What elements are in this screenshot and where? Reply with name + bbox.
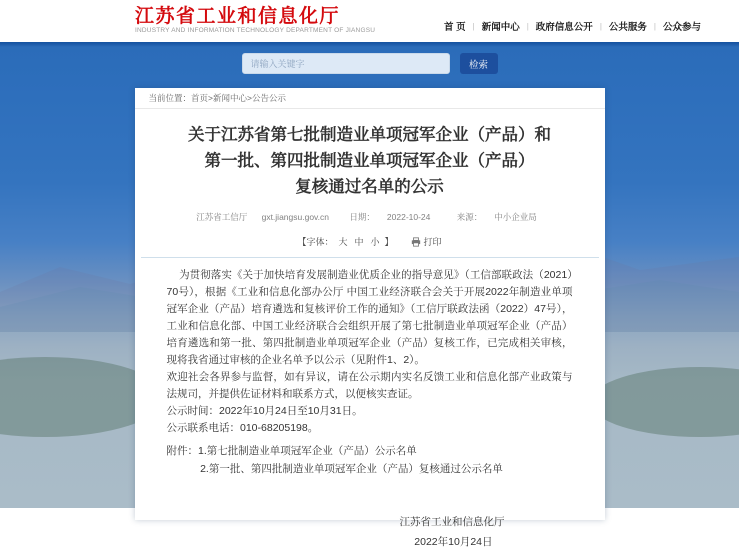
paragraph-publicity-period: 公示时间：2022年10月24日至10月31日。 [166, 405, 363, 417]
article-toolbar [167, 235, 573, 248]
article-title [167, 122, 573, 200]
attachments-label: 附件： [166, 445, 198, 457]
site-subtitle: INDUSTRY AND INFORMATION TECHNOLOGY DEPARTMENT OF JIANGSU [135, 27, 376, 35]
article-title-line: 第一批、第四批制造业单项冠军企业（产品） [204, 152, 535, 170]
article-title-line: 复核通过名单的公示 [295, 178, 444, 196]
paragraph-contact-phone: 公示联系电话：010-68205198。 [166, 422, 319, 434]
nav-item-public-participation[interactable]: 公众参与 [662, 22, 701, 33]
nav-separator: | [472, 21, 475, 31]
site-logo[interactable] [135, 7, 375, 35]
site-title: 江苏省工业和信息化厅 [135, 6, 341, 28]
meta-department: 江苏省工信厅 [196, 212, 248, 222]
font-size-label: 【字体： [297, 237, 334, 247]
printer-icon [411, 237, 421, 247]
search-input[interactable] [242, 53, 450, 74]
meta-date: 日期： 2022-10-24 [349, 212, 431, 222]
font-size-large-button[interactable]: 大 [338, 237, 348, 247]
attachment-link-2[interactable]: 2.第一批、第四批制造业单项冠军企业（产品）复核通过公示名单 [200, 463, 503, 475]
signature-org: 江苏省工业和信息化厅 [399, 516, 505, 528]
paragraph: 欢迎社会各界参与监督，如有异议，请在公示期内实名反馈工业和信息化部产业政策与法规司，并提供佐证材料和联系方式，以便核实查证。 [166, 371, 573, 400]
article-title-line: 关于江苏省第七批制造业单项冠军企业（产品）和 [188, 126, 551, 144]
article-meta [167, 211, 573, 223]
nav-separator: | [653, 21, 656, 31]
content-divider [141, 257, 599, 258]
signature-date: 2022年10月24日 [414, 536, 493, 548]
font-size-small-button[interactable]: 小 [370, 237, 380, 247]
nav-separator: | [599, 21, 602, 31]
nav-item-public-services[interactable]: 公共服务 [608, 22, 647, 33]
print-button[interactable] [411, 235, 442, 248]
attachment-link-1[interactable]: 1.第七批制造业单项冠军企业（产品）公示名单 [198, 445, 417, 457]
attachments-section [167, 442, 573, 478]
banner-background [0, 42, 739, 548]
font-size-medium-button[interactable]: 中 [354, 237, 364, 247]
breadcrumb-path[interactable]: 首页>新闻中心>公告公示 [191, 93, 286, 103]
site-header [0, 0, 739, 42]
nav-item-gov-info[interactable]: 政府信息公开 [535, 22, 593, 33]
paragraph: 为贯彻落实《关于加快培育发展制造业优质企业的指导意见》（工信部联政法（2021）70号），根据《工业和信息化部办公厅 中国工业经济联合会关于开展2022年制造业单项冠军企业（产品）培育遴选和复核评价工作的通知》（工信厅联政法函（2022）47号），工业和信息化部、中国工业经济联合会组织开展了第七批制造业单项冠军企业（产品）培育遴选和第一批、第四批制造业单项冠军企业（产品）复核工作，已完成相关审核，现将我省通过审核的企业名单予以公示（见附件1、2）。 [166, 269, 573, 366]
nav-item-home[interactable]: 首 页 [443, 22, 466, 33]
article-card [135, 88, 605, 548]
search-bar [0, 53, 739, 74]
breadcrumb [135, 88, 605, 109]
font-size-label-end: 】 [384, 237, 394, 247]
meta-source: 来源： 中小企业局 [456, 212, 537, 222]
print-label: 打印 [423, 237, 442, 247]
signature-block [167, 514, 573, 549]
nav-separator: | [526, 21, 529, 31]
article-body [167, 267, 573, 437]
main-nav [444, 19, 701, 33]
nav-item-news[interactable]: 新闻中心 [481, 22, 520, 33]
breadcrumb-label: 当前位置： [148, 93, 192, 103]
meta-website: gxt.jiangsu.gov.cn [261, 212, 330, 222]
search-button[interactable]: 检索 [460, 53, 498, 74]
